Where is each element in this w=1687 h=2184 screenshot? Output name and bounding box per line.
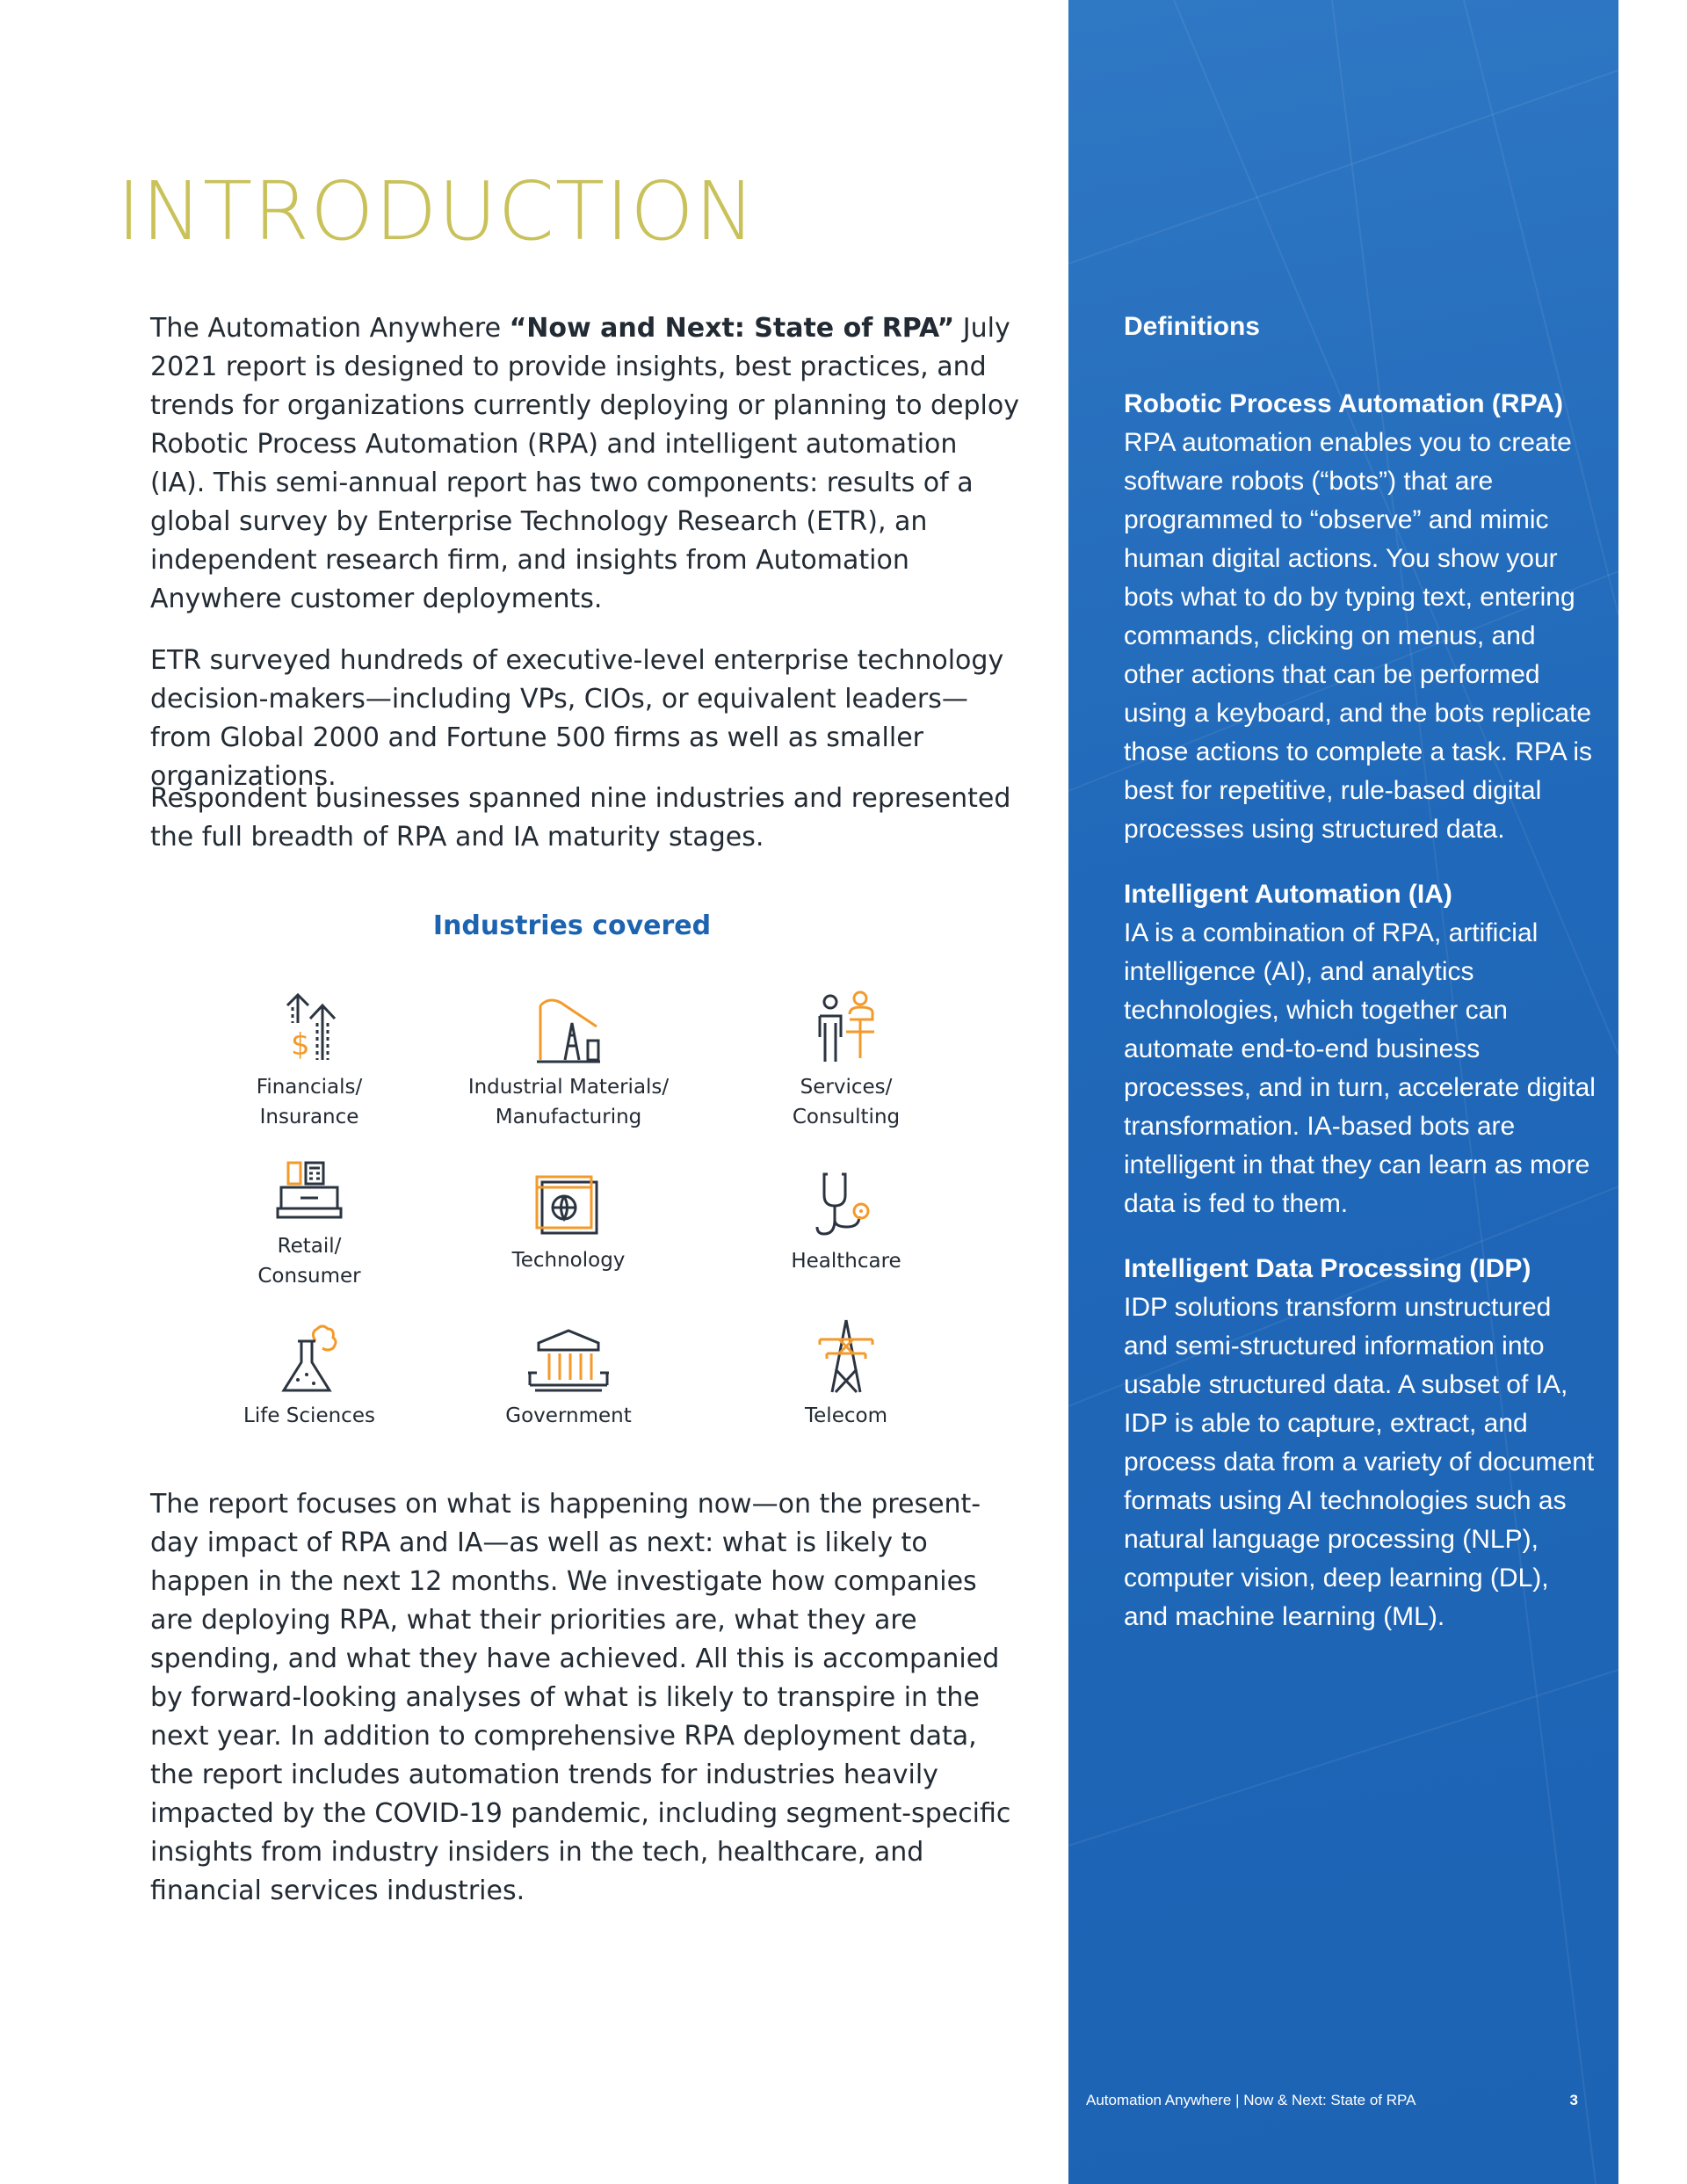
browser-globe-icon (533, 1173, 604, 1240)
stethoscope-icon (815, 1169, 877, 1241)
ia-title: Intelligent Automation (IA) (1124, 880, 1452, 909)
flask-icon (279, 1324, 340, 1396)
definitions (1124, 308, 1598, 1636)
industry-label: Government (505, 1404, 632, 1427)
rpa-definition: RPA automation enables you to create software robots (“bots”) that are programmed to “observe” and mimic human digital actions. You show your bots what to do by typing text, entering commands, clicking on menus, and other actions that can be performed using a keyboard, and the bots replicate those actions to complete a task. RPA is best for repetitive, rule-based digital processes using structured data. (1124, 428, 1593, 844)
industry-technology (437, 1173, 700, 1275)
industry-healthcare (714, 1169, 978, 1276)
idp-title: Intelligent Data Processing (IDP) (1124, 1254, 1531, 1283)
industry-label: Life Sciences (243, 1404, 375, 1427)
definitions-heading: Definitions (1124, 312, 1260, 341)
industry-industrial (437, 988, 700, 1132)
footer-text: Automation Anywhere | Now & Next: State of RPA (1086, 2092, 1416, 2108)
industry-government (437, 1324, 700, 1431)
industry-label: Technology (511, 1249, 626, 1272)
industry-label: Healthcare (791, 1250, 901, 1273)
industry-life-sciences (177, 1324, 441, 1431)
page-footer (1086, 2092, 1578, 2109)
industry-label: Retail/ Consumer (257, 1235, 361, 1288)
report-name: “Now and Next: State of RPA” (509, 313, 955, 344)
financial-growth-icon (279, 988, 340, 1067)
rpa-title: Robotic Process Automation (RPA) (1124, 389, 1564, 418)
industry-telecom (714, 1317, 978, 1431)
industry-label: Telecom (805, 1404, 887, 1427)
consultant-icon (811, 988, 881, 1067)
intro-p1-pre: The Automation Anywhere (150, 313, 510, 344)
definitions-panel (1068, 0, 1618, 2184)
oil-pump-icon (533, 988, 604, 1067)
svg-text:$: $ (291, 1027, 310, 1063)
ia-definition: IA is a combination of RPA, artificial intelligence (AI), and analytics technologies, which together can automate end-to-end business processes, and in turn, accelerate digital transformation. IA-based bots are intelligent in that they can learn as more data is fed to them. (1124, 918, 1596, 1218)
intro-paragraph-2: ETR surveyed hundreds of executive-level enterprise technology decision-makers—including VPs, CIOs, or equivalent leaders—from Global 2000 and Fortune 500 firms as well as smaller organizations. (150, 645, 1004, 792)
page-title: INTRODUCTION (117, 164, 757, 258)
idp-definition: IDP solutions transform unstructured and semi-structured information into usable structured data. A subset of IA, IDP is able to capture, extract, and process data from a variety of document formats using AI technologies such as natural language processing (NLP), computer vision, deep learning (DL), and machine learning (ML). (1124, 1293, 1595, 1631)
industry-label: Financials/ Insurance (256, 1076, 363, 1128)
page-number: 3 (1569, 2092, 1578, 2108)
industry-label: Services/ Consulting (792, 1076, 901, 1128)
intro-paragraph-3: Respondent businesses spanned nine industries and represented the full breadth of RPA and IA maturity stages. (150, 783, 1011, 853)
cash-register-icon (274, 1156, 344, 1226)
industry-services (714, 988, 978, 1132)
industries-heading: Industries covered (432, 911, 712, 941)
transmission-tower-icon (813, 1317, 880, 1396)
intro-p1-post: July 2021 report is designed to provide insights, best practices, and trends for organizations currently deploying or planning to deploy Robotic Process Automation (RPA) and intelligent automation (IA). This semi-annual report has two components: results of a global survey by Enterprise Technology Research (ETR), an independent research firm, and insights from Automation Anywhere customer deployments. (150, 313, 1019, 614)
industry-label: Industrial Materials/ Manufacturing (467, 1076, 670, 1128)
report-focus-paragraph: The report focuses on what is happening now—on the present-day impact of RPA and IA—as well as next: what is likely to happen in the next 12 months. We investigate how companies are deploying RPA, what their priorities are, what they are spending, and what they have achieved. All this is accompanied by forward-looking analyses of what is likely to transpire in the next year. In addition to comprehensive RPA deployment data, the report includes automation trends for industries heavily impacted by the COVID-19 pandemic, including segment-specific insights from industry insiders in the tech, healthcare, and financial services industries. (150, 1489, 1011, 1906)
industry-retail (177, 1156, 441, 1291)
intro-paragraph-1 (150, 309, 1020, 619)
government-building-icon (526, 1324, 611, 1396)
industry-financials (177, 988, 441, 1132)
